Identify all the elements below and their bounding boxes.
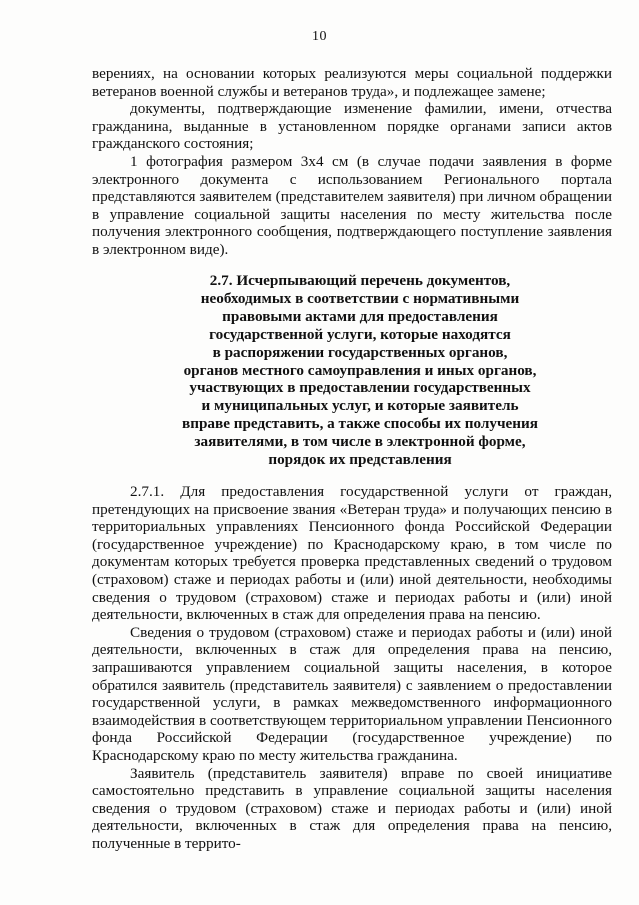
heading-line: и муниципальных услуг, и которые заявитель xyxy=(201,397,519,415)
heading-line: органов местного самоуправления и иных органов, xyxy=(183,361,537,379)
heading-line: правовыми актами для предоставления xyxy=(222,307,498,325)
heading-line: 2.7. Исчерпывающий перечень документов, xyxy=(209,272,511,289)
paragraph-continued: верениях, на основании которых реализуются меры социальной поддержки ветеранов военной службы и ветеранов труда», и подлежащее замене; xyxy=(92,65,612,100)
top-text-block xyxy=(92,65,612,259)
section-heading xyxy=(110,272,610,469)
heading-line: необходимых в соответствии с нормативными xyxy=(200,289,520,307)
heading-line: заявителями, в том числе в электронной форме, xyxy=(194,433,526,451)
heading-line: порядок их представления xyxy=(268,451,452,469)
heading-line: участвующих в предоставлении государственных xyxy=(189,379,531,397)
heading-line: государственной услуги, которые находятся xyxy=(209,325,511,343)
bottom-text-block xyxy=(92,483,612,852)
paragraph: документы, подтверждающие изменение фамилии, имени, отчества гражданина, выданные в установленном порядке органами записи актов гражданского состояния; xyxy=(92,100,612,153)
paragraph: Сведения о трудовом (страховом) стаже и периодах работы и (или) иной деятельности, включенных в стаж для определения права на пенсию, запрашиваются управлением социальной защиты населения, в которое обратился заявитель (представитель заявителя) с заявлением о предоставлении государственной услуги, в рамках межведомственного информационного взаимодействия в соответствующем территориальном управлении Пенсионного фонда Российской Федерации (государственное учреждение) по Краснодарскому краю по месту жительства гражданина. xyxy=(92,623,612,764)
heading-line: в распоряжении государственных органов, xyxy=(212,343,508,361)
heading-line: вправе представить, а также способы их получения xyxy=(182,415,538,433)
paragraph: 1 фотография размером 3х4 см (в случае подачи заявления в форме электронного документа с использованием Регионального портала представляются заявителем (представителем заявителя) при личном обращении в управление социальной защиты населения по месту жительства после получения электронного сообщения, подтверждающего поступление заявления в электронном виде). xyxy=(92,152,612,258)
paragraph: 2.7.1. Для предоставления государственной услуги от граждан, претендующих на присвоение звания «Ветеран труда» и получающих пенсию в территориальных управлениях Пенсионного фонда Российской Федерации (государственное учреждение) по Краснодарскому краю, в том числе по документам которых требуется проверка представленных сведений о трудовом (страховом) стаже и периодах работы и (или) иной деятельности, необходимы сведения о трудовом (страховом) стаже и периодах работы и (или) иной деятельности, включенных в стаж для определения права на пенсию. xyxy=(92,483,612,624)
paragraph: Заявитель (представитель заявителя) вправе по своей инициативе самостоятельно представить в управление социальной защиты населения сведения о трудовом (страховом) стаже и периодах работы и (или) иной деятельности, включенных в стаж для определения права на пенсию, полученные в террито- xyxy=(92,764,612,852)
page-number: 10 xyxy=(312,29,327,44)
